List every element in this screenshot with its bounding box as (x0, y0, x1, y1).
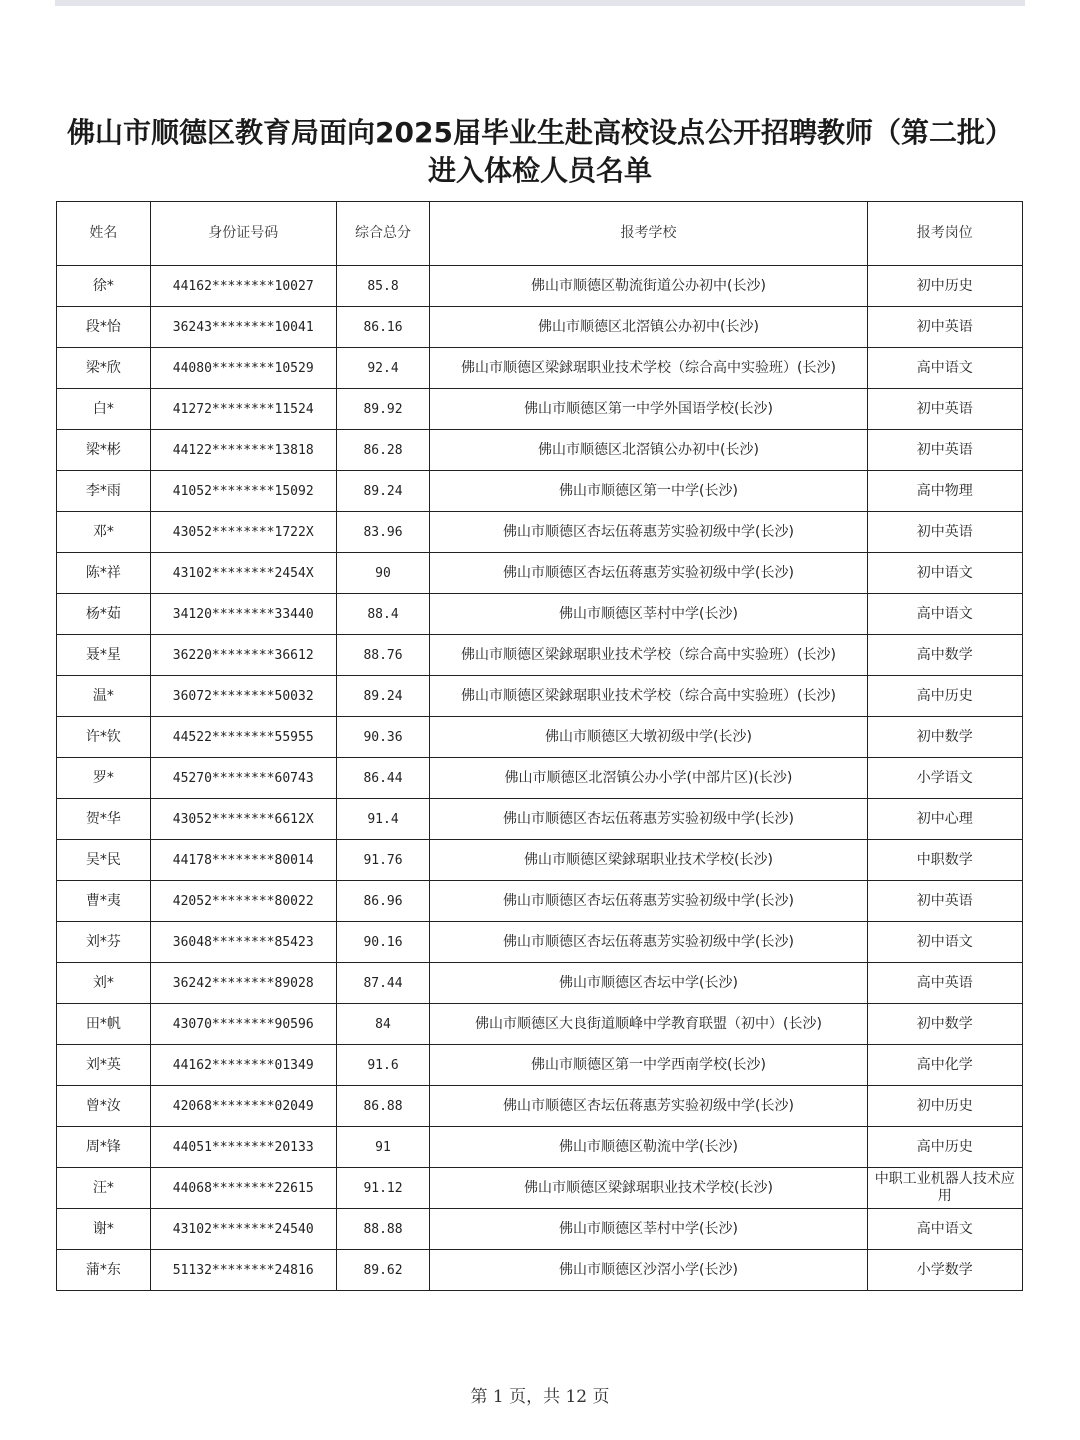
table-body (57, 266, 1023, 1291)
document-title (40, 114, 1040, 190)
cell-name: 聂*星 (57, 635, 151, 676)
table-row (57, 266, 1023, 307)
cell-id-number: 36220********36612 (150, 635, 336, 676)
cell-position: 高中英语 (867, 963, 1023, 1004)
cell-id-number: 36048********85423 (150, 922, 336, 963)
cell-position: 初中英语 (867, 430, 1023, 471)
cell-name: 周*锋 (57, 1127, 151, 1168)
cell-school: 佛山市顺德区梁銶琚职业技术学校(长沙) (430, 840, 867, 881)
title-line-1: 佛山市顺德区教育局面向2025届毕业生赴高校设点公开招聘教师（第二批） (67, 116, 1013, 149)
cell-total-score: 91.4 (336, 799, 430, 840)
table-row (57, 635, 1023, 676)
cell-total-score: 90.36 (336, 717, 430, 758)
table-row (57, 430, 1023, 471)
cell-school: 佛山市顺德区梁銶琚职业技术学校（综合高中实验班）(长沙) (430, 348, 867, 389)
cell-id-number: 43102********2454X (150, 553, 336, 594)
cell-total-score: 89.92 (336, 389, 430, 430)
cell-school: 佛山市顺德区沙滘小学(长沙) (430, 1250, 867, 1291)
cell-id-number: 34120********33440 (150, 594, 336, 635)
cell-school: 佛山市顺德区杏坛伍蒋惠芳实验初级中学(长沙) (430, 553, 867, 594)
cell-school: 佛山市顺德区杏坛伍蒋惠芳实验初级中学(长沙) (430, 799, 867, 840)
cell-position: 初中语文 (867, 922, 1023, 963)
cell-school: 佛山市顺德区杏坛伍蒋惠芳实验初级中学(长沙) (430, 512, 867, 553)
cell-position: 初中英语 (867, 881, 1023, 922)
cell-name: 刘*芬 (57, 922, 151, 963)
cell-total-score: 89.24 (336, 471, 430, 512)
cell-name: 许*钦 (57, 717, 151, 758)
cell-name: 李*雨 (57, 471, 151, 512)
table-row (57, 389, 1023, 430)
table-row (57, 758, 1023, 799)
cell-name: 汪* (57, 1168, 151, 1209)
cell-id-number: 42052********80022 (150, 881, 336, 922)
cell-school: 佛山市顺德区杏坛中学(长沙) (430, 963, 867, 1004)
table-row (57, 922, 1023, 963)
cell-id-number: 44162********10027 (150, 266, 336, 307)
cell-name: 邓* (57, 512, 151, 553)
cell-total-score: 88.76 (336, 635, 430, 676)
cell-position: 初中心理 (867, 799, 1023, 840)
cell-name: 白* (57, 389, 151, 430)
table-row (57, 471, 1023, 512)
cell-school: 佛山市顺德区杏坛伍蒋惠芳实验初级中学(长沙) (430, 922, 867, 963)
page-number: 第 1 页，共 12 页 (470, 1387, 610, 1407)
cell-name: 谢* (57, 1209, 151, 1250)
cell-id-number: 42068********02049 (150, 1086, 336, 1127)
cell-position: 初中数学 (867, 717, 1023, 758)
table-row (57, 1127, 1023, 1168)
title-line-2: 进入体检人员名单 (427, 154, 652, 187)
cell-name: 曹*夷 (57, 881, 151, 922)
cell-name: 温* (57, 676, 151, 717)
cell-school: 佛山市顺德区第一中学西南学校(长沙) (430, 1045, 867, 1086)
cell-name: 刘* (57, 963, 151, 1004)
cell-total-score: 88.88 (336, 1209, 430, 1250)
cell-name: 梁*欣 (57, 348, 151, 389)
cell-school: 佛山市顺德区大墩初级中学(长沙) (430, 717, 867, 758)
cell-total-score: 91.76 (336, 840, 430, 881)
cell-position: 高中物理 (867, 471, 1023, 512)
cell-id-number: 43052********6612X (150, 799, 336, 840)
cell-total-score: 86.44 (336, 758, 430, 799)
cell-school: 佛山市顺德区第一中学外国语学校(长沙) (430, 389, 867, 430)
cell-school: 佛山市顺德区大良街道顺峰中学教育联盟（初中）(长沙) (430, 1004, 867, 1045)
table-row (57, 1045, 1023, 1086)
cell-name: 曾*汝 (57, 1086, 151, 1127)
cell-total-score: 86.88 (336, 1086, 430, 1127)
cell-id-number: 44051********20133 (150, 1127, 336, 1168)
cell-position: 高中语文 (867, 594, 1023, 635)
cell-total-score: 84 (336, 1004, 430, 1045)
cell-id-number: 45270********60743 (150, 758, 336, 799)
table-row (57, 1004, 1023, 1045)
table-row (57, 676, 1023, 717)
cell-name: 蒲*东 (57, 1250, 151, 1291)
cell-total-score: 90 (336, 553, 430, 594)
cell-school: 佛山市顺德区北滘镇公办小学(中部片区)(长沙) (430, 758, 867, 799)
table-row (57, 307, 1023, 348)
header-school: 报考学校 (430, 202, 867, 266)
cell-total-score: 86.28 (336, 430, 430, 471)
cell-total-score: 92.4 (336, 348, 430, 389)
cell-school: 佛山市顺德区梁銶琚职业技术学校(长沙) (430, 1168, 867, 1209)
table-row (57, 799, 1023, 840)
table-row (57, 1168, 1023, 1209)
cell-id-number: 51132********24816 (150, 1250, 336, 1291)
cell-id-number: 36243********10041 (150, 307, 336, 348)
cell-position: 初中数学 (867, 1004, 1023, 1045)
cell-total-score: 83.96 (336, 512, 430, 553)
cell-total-score: 86.96 (336, 881, 430, 922)
table-row (57, 717, 1023, 758)
cell-name: 刘*英 (57, 1045, 151, 1086)
table-row (57, 553, 1023, 594)
candidate-table (56, 201, 1023, 1291)
cell-position: 高中化学 (867, 1045, 1023, 1086)
cell-total-score: 87.44 (336, 963, 430, 1004)
cell-position: 高中语文 (867, 348, 1023, 389)
cell-id-number: 44122********13818 (150, 430, 336, 471)
header-position: 报考岗位 (867, 202, 1023, 266)
cell-name: 田*帆 (57, 1004, 151, 1045)
cell-position: 高中语文 (867, 1209, 1023, 1250)
header-id-number: 身份证号码 (150, 202, 336, 266)
cell-total-score: 91.6 (336, 1045, 430, 1086)
cell-id-number: 41272********11524 (150, 389, 336, 430)
table-header-row (57, 202, 1023, 266)
cell-position: 初中英语 (867, 389, 1023, 430)
cell-school: 佛山市顺德区莘村中学(长沙) (430, 594, 867, 635)
cell-id-number: 41052********15092 (150, 471, 336, 512)
cell-id-number: 44178********80014 (150, 840, 336, 881)
cell-total-score: 85.8 (336, 266, 430, 307)
table-row (57, 1250, 1023, 1291)
cell-school: 佛山市顺德区梁銶琚职业技术学校（综合高中实验班）(长沙) (430, 676, 867, 717)
cell-total-score: 89.62 (336, 1250, 430, 1291)
cell-position: 中职数学 (867, 840, 1023, 881)
table-row (57, 1086, 1023, 1127)
table-row (57, 840, 1023, 881)
cell-position: 小学数学 (867, 1250, 1023, 1291)
cell-total-score: 88.4 (336, 594, 430, 635)
table-row (57, 1209, 1023, 1250)
cell-school: 佛山市顺德区莘村中学(长沙) (430, 1209, 867, 1250)
cell-total-score: 89.24 (336, 676, 430, 717)
cell-position: 初中历史 (867, 266, 1023, 307)
table-row (57, 594, 1023, 635)
cell-school: 佛山市顺德区勒流街道公办初中(长沙) (430, 266, 867, 307)
top-scroll-bar (55, 0, 1025, 6)
cell-school: 佛山市顺德区北滘镇公办初中(长沙) (430, 307, 867, 348)
cell-position: 高中历史 (867, 676, 1023, 717)
cell-school: 佛山市顺德区北滘镇公办初中(长沙) (430, 430, 867, 471)
cell-name: 徐* (57, 266, 151, 307)
cell-school: 佛山市顺德区杏坛伍蒋惠芳实验初级中学(长沙) (430, 881, 867, 922)
cell-school: 佛山市顺德区第一中学(长沙) (430, 471, 867, 512)
cell-name: 陈*祥 (57, 553, 151, 594)
cell-position: 高中历史 (867, 1127, 1023, 1168)
cell-school: 佛山市顺德区杏坛伍蒋惠芳实验初级中学(长沙) (430, 1086, 867, 1127)
cell-name: 杨*茹 (57, 594, 151, 635)
cell-total-score: 91 (336, 1127, 430, 1168)
cell-id-number: 44068********22615 (150, 1168, 336, 1209)
table-row (57, 881, 1023, 922)
cell-name: 吴*民 (57, 840, 151, 881)
cell-id-number: 43052********1722X (150, 512, 336, 553)
cell-id-number: 44162********01349 (150, 1045, 336, 1086)
header-name: 姓名 (57, 202, 151, 266)
cell-position: 高中数学 (867, 635, 1023, 676)
cell-id-number: 43070********90596 (150, 1004, 336, 1045)
cell-name: 贺*华 (57, 799, 151, 840)
table-row (57, 348, 1023, 389)
cell-id-number: 36242********89028 (150, 963, 336, 1004)
cell-position: 初中英语 (867, 307, 1023, 348)
cell-id-number: 44080********10529 (150, 348, 336, 389)
cell-position: 中职工业机器人技术应用 (867, 1168, 1023, 1209)
cell-school: 佛山市顺德区梁銶琚职业技术学校（综合高中实验班）(长沙) (430, 635, 867, 676)
cell-id-number: 36072********50032 (150, 676, 336, 717)
table-row (57, 963, 1023, 1004)
cell-id-number: 43102********24540 (150, 1209, 336, 1250)
cell-position: 初中语文 (867, 553, 1023, 594)
cell-total-score: 90.16 (336, 922, 430, 963)
cell-position: 初中历史 (867, 1086, 1023, 1127)
cell-name: 罗* (57, 758, 151, 799)
cell-position: 初中英语 (867, 512, 1023, 553)
cell-id-number: 44522********55955 (150, 717, 336, 758)
cell-name: 梁*彬 (57, 430, 151, 471)
table-row (57, 512, 1023, 553)
cell-school: 佛山市顺德区勒流中学(长沙) (430, 1127, 867, 1168)
cell-name: 段*怡 (57, 307, 151, 348)
header-total-score: 综合总分 (336, 202, 430, 266)
cell-position: 小学语文 (867, 758, 1023, 799)
cell-total-score: 86.16 (336, 307, 430, 348)
cell-total-score: 91.12 (336, 1168, 430, 1209)
